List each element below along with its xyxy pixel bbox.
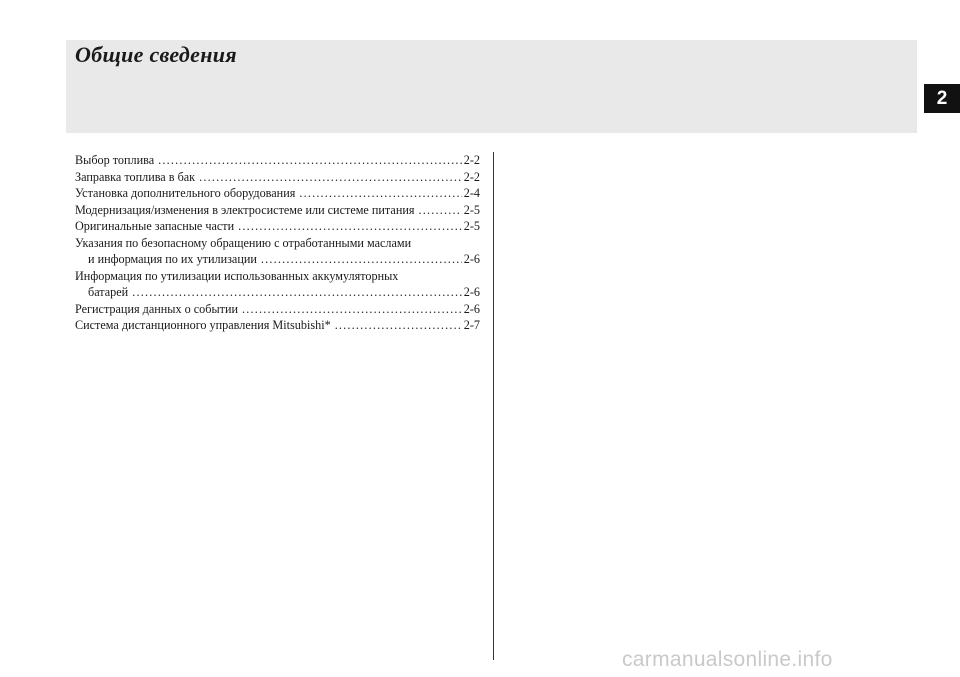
dot-leader bbox=[299, 185, 461, 202]
toc-page-number: 2-2 bbox=[463, 169, 480, 184]
dot-leader bbox=[199, 169, 462, 186]
page-title: Общие сведения bbox=[75, 42, 237, 67]
toc-page-number: 2-4 bbox=[463, 186, 480, 200]
toc-entry-modifications[interactable]: Модернизация/изменения в электросистеме или системе питания ..... 2-5 bbox=[75, 202, 480, 219]
dot-leader bbox=[238, 218, 462, 235]
toc-page-number: 2-7 bbox=[463, 318, 480, 332]
dot-leader bbox=[335, 317, 462, 334]
toc-entry-battery-disposal-cont[interactable]: батарей ..... 2-6 bbox=[75, 284, 480, 301]
toc-entry-refueling[interactable]: Заправка топлива в бак ..... 2-2 bbox=[75, 169, 480, 186]
chapter-tab[interactable]: 2 bbox=[924, 84, 960, 113]
toc-page-number: 2-6 bbox=[463, 301, 480, 316]
toc-entry-waste-oil-cont[interactable]: и информация по их утилизации ..... 2-6 bbox=[75, 251, 480, 268]
toc-entry-event-data[interactable]: Регистрация данных о событии ..... 2-6 bbox=[75, 301, 480, 318]
toc-entry-genuine-parts[interactable]: Оригинальные запасные части ..... 2-5 bbox=[75, 218, 480, 235]
toc-page-number: 2-5 bbox=[463, 202, 480, 217]
dot-leader bbox=[158, 152, 462, 169]
toc-entry-remote-control[interactable]: Система дистанционного управления Mitsubishi* ..... 2-7 bbox=[75, 317, 480, 334]
toc-entry-battery-disposal[interactable]: Информация по утилизации использованных аккумуляторных bbox=[75, 268, 399, 283]
toc-page-number: 2-6 bbox=[463, 252, 480, 266]
column-divider bbox=[493, 152, 494, 660]
watermark-text: carmanualsonline.info bbox=[622, 648, 833, 671]
dot-leader bbox=[242, 301, 462, 318]
dot-leader bbox=[261, 251, 462, 268]
toc-entry-accessories[interactable]: Установка дополнительного оборудования ..... 2-4 bbox=[75, 185, 480, 202]
toc-page-number: 2-6 bbox=[463, 285, 480, 299]
table-of-contents bbox=[75, 152, 480, 334]
dot-leader bbox=[132, 284, 462, 301]
toc-page-number: 2-2 bbox=[463, 153, 480, 167]
dot-leader bbox=[418, 202, 461, 219]
toc-entry-fuel-selection[interactable]: Выбор топлива ..... 2-2 bbox=[75, 152, 480, 169]
toc-page-number: 2-5 bbox=[463, 219, 480, 233]
toc-entry-waste-oil[interactable]: Указания по безопасному обращению с отработанными маслами bbox=[75, 235, 412, 250]
